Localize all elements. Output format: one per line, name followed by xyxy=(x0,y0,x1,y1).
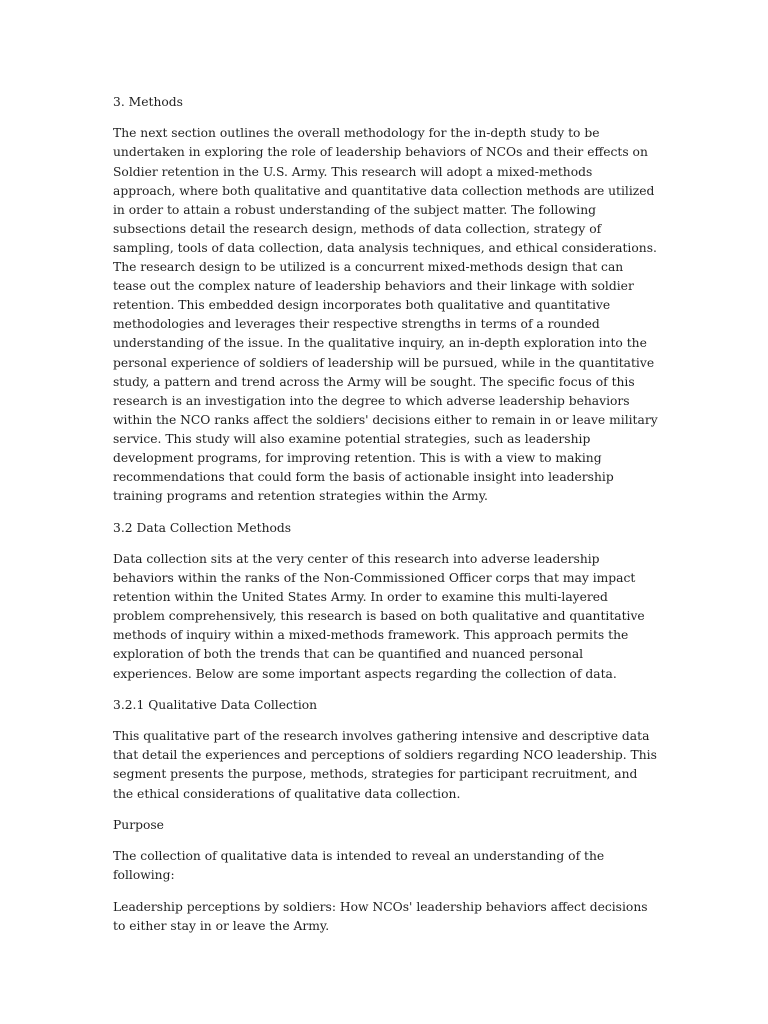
document-page xyxy=(113,93,658,948)
closing-paragraph: Leadership perceptions by soldiers: How NCOs' leadership behaviors affect decisions to either stay in or leave the Army. xyxy=(113,899,648,933)
section-heading-methods: 3. Methods xyxy=(113,95,183,109)
section-paragraph-qualitative: This qualitative part of the research involves gathering intensive and descriptive data that detail the experiences and perceptions of soldiers regarding NCO leadership. This segment presents the purpose, methods, strategies for participant recruitment, and the ethical considerations of qualitative data collection. xyxy=(113,729,657,801)
section-paragraph-purpose: The collection of qualitative data is intended to reveal an understanding of the following: xyxy=(113,849,605,883)
section-paragraph-methods: The next section outlines the overall methodology for the in-depth study to be undertaken in exploring the role of leadership behaviors of NCOs and their effects on Soldier retention in the U.S. Army. This research will adopt a mixed-methods approach, where both qualitative and quantitative data collection methods are utilized in order to attain a robust understanding of the subject matter. The following subsections detail the research design, methods of data collection, strategy of sampling, tools of data collection, data analysis techniques, and ethical considerations. The research design to be utilized is a concurrent mixed-methods design that can tease out the complex nature of leadership behaviors and their linkage with soldier retention. This embedded design incorporates both qualitative and quantitative methodologies and leverages their respective strengths in terms of a rounded understanding of the issue. In the qualitative inquiry, an in-depth exploration into the personal experience of soldiers of leadership will be pursued, while in the quantitative study, a pattern and trend across the Army will be sought. The specific focus of this research is an investigation into the degree to which adverse leadership behaviors within the NCO ranks affect the soldiers' decisions either to remain in or leave military service. This study will also examine potential strategies, such as leadership development programs, for improving retention. This is with a view to making recommendations that could form the basis of actionable insight into leadership training programs and retention strategies within the Army. xyxy=(113,126,658,504)
section-heading-qualitative: 3.2.1 Qualitative Data Collection xyxy=(113,697,318,712)
section-heading-data-collection: 3.2 Data Collection Methods xyxy=(113,520,292,535)
section-paragraph-data-collection: Data collection sits at the very center of this research into adverse leadership behaviors within the ranks of the Non-Commissioned Officer corps that may impact retention within the United States Army. In order to examine this multi-layered problem comprehensively, this research is based on both qualitative and quantitative methods of inquiry within a mixed-methods framework. This approach permits the exploration of both the trends that can be quantified and nuanced personal experiences. Below are some important aspects regarding the collection of data. xyxy=(113,551,645,681)
section-heading-purpose: Purpose xyxy=(113,817,164,832)
